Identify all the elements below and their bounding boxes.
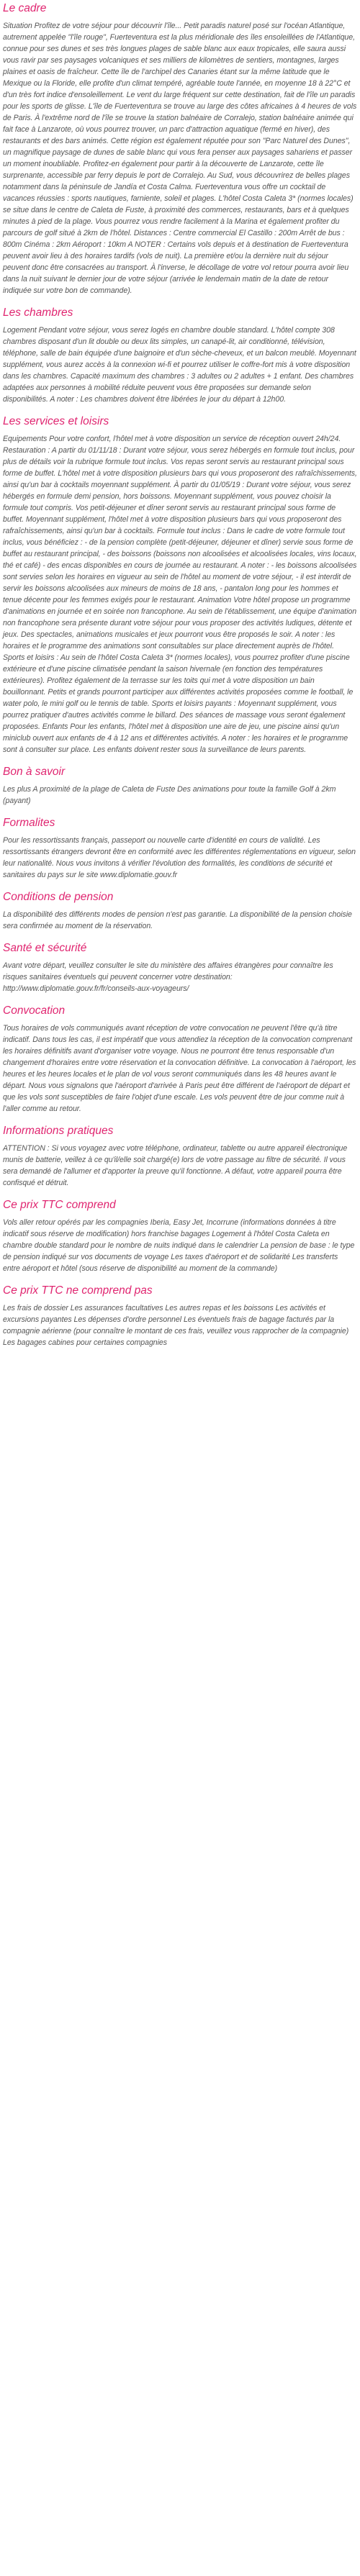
- section-body: Pour les ressortissants français, passeport ou nouvelle carte d'identité en cours de validité. Les ressortissants étrangers devront être en conformité avec les différentes réglementations en vigueur, selon leur nationalité. Nous vous invitons à vérifier l'évolution des formalités, les conditions de sécurité et sanitaires du pays sur le site www.diplomatie.gouv.fr: [3, 836, 356, 879]
- section-convocation: [3, 1002, 357, 1115]
- section-body: Logement Pendant votre séjour, vous serez logés en chambre double standard. L'hôtel compte 308 chambres disposant d'un lit double ou deux lits simples, un canapé-lit, air conditionné, télévision, téléphone, salle de bain équipée d'une baignoire et d'un sèche-cheveux, et un balcon meublé. Moyennant supplément, vous aurez accès à la connexion wi-fi et pourrez utiliser le coffre-fort mis à votre disposition dans les chambres. Capacité maximum des chambres : 3 adultes ou 2 adultes + 1 enfant. Des chambres adaptées aux personnes à mobilité réduite peuvent vous être proposées sur demande selon disponibilités. A noter : Les chambres doivent être libérées le jour du départ à 12h00.: [3, 326, 356, 404]
- section-sante-securite: [3, 940, 357, 994]
- section-prix-ttc-ne-comprend: [3, 1282, 357, 1348]
- section-services-loisirs: [3, 413, 357, 756]
- section-title: Formalites: [3, 817, 55, 829]
- section-body: La disponibilité des différents modes de pension n'est pas garantie. La disponibilité de la pension choisie sera confirmée au moment de la réservation.: [3, 910, 352, 930]
- section-title: Conditions de pension: [3, 891, 114, 903]
- section-body: Vols aller retour opérés par les compagnies Iberia, Easy Jet, Incorrune (informations données à titre indicatif sous réserve de modification) hors franchise bagages Logement à l'hôtel Costa Caleta en chambre double standard pour le nombre de nuits indiqué dans le calendrier La pension de base : le type de pension indiqué sur vos documents de voyage Les taxes d'aéroport et de solidarité Les transferts entre aéroport et hôtel (sous réserve de disponibilité au moment de la commande): [3, 1218, 355, 1273]
- section-informations-pratiques: [3, 1123, 357, 1189]
- section-title: Santé et sécurité: [3, 942, 87, 954]
- section-prix-ttc-comprend: [3, 1197, 357, 1274]
- section-body: Equipements Pour votre confort, l'hôtel met à votre disposition un service de réception ouvert 24h/24. Restauration : A partir du 01/11/18 : Durant votre séjour, vous serez hébergés en formule tout inclus, pour plus de détails voir la rubrique formule tout inclus. Vos repas seront servis au restaurant principal sous forme de buffet. L'hôtel met à votre disposition plusieurs bars qui vous proposeront des rafraîchissements, ainsi qu'un bar à cocktails moyennant supplément. À partir du 01/05/19 : Durant votre séjour, vous serez hébergés en formule demi pension, hors boissons. Moyennant supplément, vous pouvez choisir la formule tout compris. Vos petit-déjeuner et dîner seront servis au restaurant principal sous forme de buffet. Moyennant supplément, l'hôtel met à votre disposition plusieurs bars qui vous proposeront des rafraîchissements, ainsi qu'un bar à cocktails. Formule tout inclus : Dans le cadre de votre formule tout inclus, vous bénéficiez : - de la pension complète (petit-déjeuner, déjeuner et dîner) servie sous forme de buffet au restaurant principal, - des boissons (boissons non alcoolisées et alcoolisées locales, vins locaux, thé et café) - des encas disponibles en cours de journée au restaurant. A noter : - les boissons alcoolisées sont servies selon les horaires en vigueur au sein de l'hôtel au moment de votre séjour, - il est interdit de servir les boissons alcoolisées aux mineurs de moins de 18 ans, - pantalon long pour les hommes et tenue décente pour les femmes exigés pour le restaurant. Animation Votre hôtel propose un programme d'animations en journée et en soirée non francophone. Au sein de l'établissement, une équipe d'animation non francophone sera présente durant votre séjour pour vous proposer des activités ludiques, détente et jeux. Des spectacles, animations musicales et jeux pourront vous être proposés le soir. A noter : les horaires et le programme des animations sont consultables sur place directement auprès de l'hôtel. Sports et loisirs : Au sein de l'hôtel Costa Caleta 3* (normes locales), vous pourrez profiter d'une piscine extérieure et d'une piscine climatisée pendant la saison hivernale (en fonction des températures extérieures). Profitez également de la terrasse sur les toits qui met à votre disposition un bain bouillonnant. Petits et grands pourront participer aux différentes activités proposées comme le football, le water polo, le mini golf ou le tennis de table. Sports et loisirs payants : Moyennant supplément, vous pourrez pratiquer d'autres activités comme le billard. Des séances de massage vous seront également proposées. Enfants Pour les enfants, l'hôtel met à disposition une aire de jeu, une piscine ainsi qu'un miniclub ouvert aux enfants de 4 à 12 ans et différentes activités. A noter : les horaires et le programme sont à consulter sur place. Les enfants doivent rester sous la surveillance de leurs parents.: [3, 435, 357, 754]
- section-conditions-pension: [3, 889, 357, 932]
- section-body: Les plus A proximité de la plage de Caleta de Fuste Des animations pour toute la famille Golf à 2km (payant): [3, 785, 336, 805]
- section-title: Le cadre: [3, 2, 47, 14]
- section-le-cadre: [3, 0, 357, 296]
- section-les-chambres: [3, 304, 357, 405]
- section-title: Les chambres: [3, 307, 73, 319]
- section-bon-a-savoir: [3, 763, 357, 807]
- section-title: Convocation: [3, 1004, 66, 1017]
- section-body: Avant votre départ, veuillez consulter le site du ministère des affaires étrangères pour connaître les risques sanitaires éventuels qui peuvent concerner votre destination: http://www.diplomatie.gouv.fr/fr/conseils-aux-voyageurs/: [3, 961, 333, 993]
- section-body: ATTENTION : Si vous voyagez avec votre téléphone, ordinateur, tablette ou autre appareil électronique munis de batterie, veillez à ce qu'il/elle soit chargé(e) lors de votre passage au filtre de sécurité. Il vous sera demandé de l'allumer et d'apporter la preuve qu'il fonctionne. A défaut, votre appareil pourra être confisqué et détruit.: [3, 1144, 348, 1187]
- section-body: Situation Profitez de votre séjour pour découvrir l'île... Petit paradis naturel posé sur l'océan Atlantique, autrement appelée "l'île rouge", Fuerteventura est la plus méridionale des îles ensoleillées de l'Atlantique, connue pour ses dunes et ses très longues plages de sable blanc aux eaux tropicales, elle saura aussi vous ravir par ses paysages volcaniques et ses milliers de kilomètres de sentiers, montagnes, larges plaines et oasis de fraîcheur. Cette île de l'archipel des Canaries étant sur la même latitude que le Mexique ou la Floride, elle profite d'un climat tempéré, agréable toute l'année, en moyenne 18 à 22°C et d'un très fort indice d'ensoleillement. Le vent du large fréquent sur cette destination, fait de l'île un paradis pour les sports de glisse. L'île de Fuerteventura se trouve au large des côtes africaines à 4 heures de vols de Paris. À l'extrême nord de l'île se trouve la station balnéaire de Corralejo, station balnéaire animée qui fait face à Lanzarote, où vous pourrez trouver, un parc d'attraction aquatique (fermé en hiver), des restaurants et des bars animés. Cette région est également réputée pour son "Parc Naturel des Dunes", un magnifique paysage de dunes de sable blanc qui vous fera penser aux paysages sahariens et passer un moment inoubliable. Profitez-en également pour partir à la découverte de Lanzarote, cette île surprenante, accessible par ferry depuis le port de Corralejo. Au Sud, vous découvrirez de belles plages notamment dans la péninsule de Jandía et Costa Calma. Fuerteventura vous offre un cocktail de vacances réussies : sports nautiques, farniente, soleil et plages. L'hôtel Costa Caleta 3* (normes locales) se situe dans le centre de Caleta de Fuste, à proximité des commerces, restaurants, bars et à quelques minutes à pied de la plage. Vous pourrez vous rendre facilement à la Marina et également profiter du parcours de golf situé à 2km de l'hôtel. Distances : Centre commercial El Castillo : 200m Arrêt de bus : 800m Cinéma : 2km Aéroport : 10km A NOTER : Certains vols depuis et à destination de Fuerteventura peuvent avoir lieu à des horaires tardifs (vols de nuit). La première et/ou la dernière nuit du séjour peuvent donc être consacrées au transport. À l'inverse, le décollage de votre vol retour pourra avoir lieu dans la nuit suivant le dernier jour de votre séjour (arrivée le lendemain matin de la date de retour indiquée sur votre bon de commande).: [3, 22, 357, 295]
- section-body: Tous horaires de vols communiqués avant réception de votre convocation ne peuvent l'être qu'à titre indicatif. Dans tous les cas, il est impératif que vous attendiez la réception de la convocation comprenant les horaires définitifs avant d'organiser votre voyage. Nous ne pourront être tenus responsable d'un changement d'horaires entre votre réservation et la convocation définitive. La convocation à l'aéroport, les heures et les heures locales et le plan de vol vous seront communiqués dans les 48 heures avant le départ. Nous vous signalons que l'aéroport d'arrivée à Paris peut être différent de l'aéroport de départ et que les vols sont susceptibles de faire l'objet d'une escale. Les vols peuvent être de jour comme nuit à l'aller comme au retour.: [3, 1024, 356, 1113]
- section-title: Bon à savoir: [3, 766, 66, 778]
- section-formalites: [3, 815, 357, 881]
- section-title: Informations pratiques: [3, 1125, 114, 1137]
- section-title: Les services et loisirs: [3, 415, 109, 427]
- section-title: Ce prix TTC comprend: [3, 1199, 116, 1211]
- section-title: Ce prix TTC ne comprend pas: [3, 1284, 153, 1297]
- section-body: Les frais de dossier Les assurances facultatives Les autres repas et les boissons Les activités et excursions payantes Les dépenses d'ordre personnel Les éventuels frais de bagage facturés par la compagnie aérienne (pour connaître le montant de ces frais, veuillez vous rapprocher de la compagnie) Les bagages cabines pour certaines compagnies: [3, 1304, 349, 1347]
